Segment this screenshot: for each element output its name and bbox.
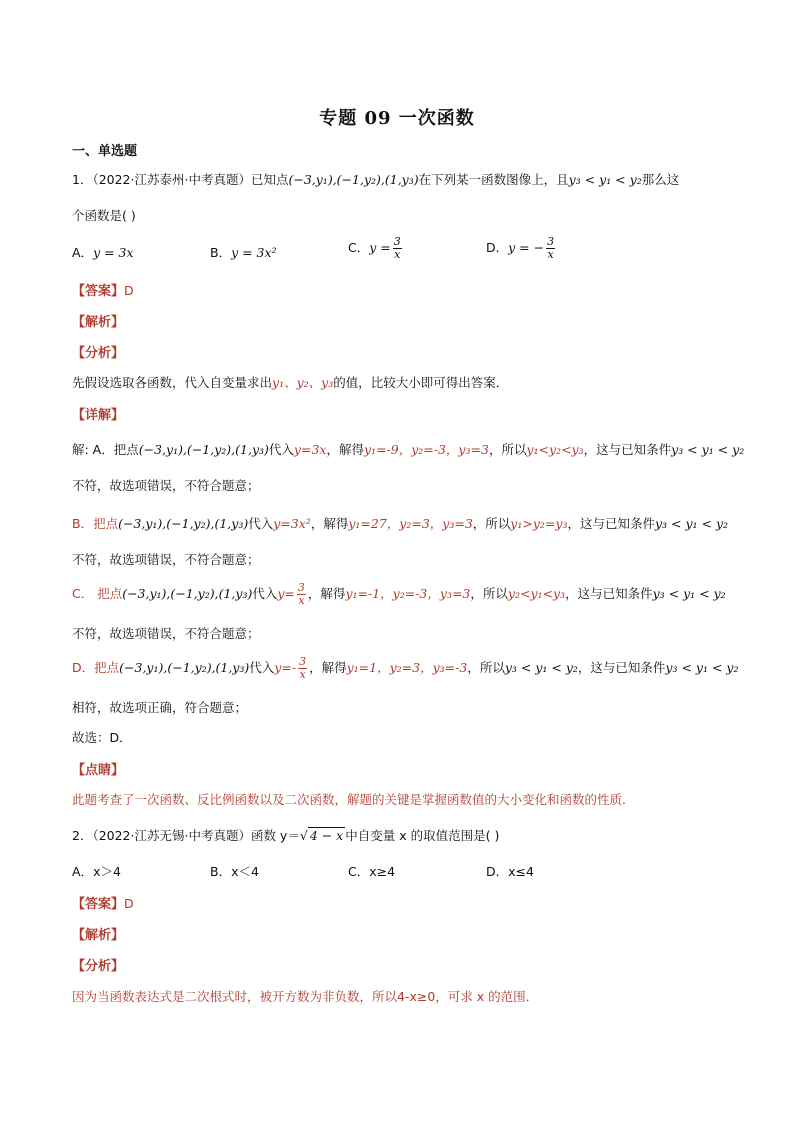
q1-fenxi-tag: 【分析】 <box>72 346 125 361</box>
q1-detail-a: 解: A．把点(−3,y₁),(−1,y₂),(1,y₃)代入y=3x，解得y₁=-9，y₂=-3，y₃=3，所以y₁<y₂<y₃，这与已知条件y₃ < y₁ < y₂ <box>72 442 745 457</box>
q1-detail-a-tail: 不符，故选项错误，不符合题意； <box>72 478 260 493</box>
q1-option-d: D．y = − $\frac{3}{x}$ <box>486 235 555 261</box>
q2-option-b: B．x＜4 <box>210 864 259 879</box>
q1-detail-b-tail: 不符，故选项错误，不符合题意； <box>72 552 260 567</box>
q1-fenxi-text: 先假设选取各函数，代入自变量求出y₁、y₂、y₃的值，比较大小即可得出答案． <box>72 375 509 390</box>
page-title: 专题 09 一次函数 <box>319 108 475 129</box>
q1-option-b: B．y = 3x² <box>210 245 277 260</box>
q1-stem-line2: 个函数是( ) <box>72 208 136 223</box>
q2-fenxi-text: 因为当函数表达式是二次根式时，被开方数为非负数，所以4-x≥0，可求 x 的范围． <box>72 989 539 1004</box>
q1-detail-b: B．把点(−3,y₁),(−1,y₂),(1,y₃)代入y=3x²，解得y₁=27，y₂=3，y₃=3，所以y₁>y₂=y₃，这与已知条件y₃ < y₁ < y₂ <box>72 516 729 531</box>
q2-answer: 【答案】D <box>72 896 134 912</box>
q1-condition: y₃ < y₁ < y₂ <box>568 172 642 187</box>
q1-choose: 故选：D． <box>72 730 132 745</box>
section-heading: 一、单选题 <box>72 144 138 159</box>
q1-points: (−3,y₁),(−1,y₂),(1,y₃) <box>288 172 419 187</box>
q2-option-c: C．x≥4 <box>348 864 396 879</box>
q1-dianjing-tag: 【点睛】 <box>72 763 125 778</box>
q1-detail-d-tail: 相符，故选项正确，符合题意； <box>72 700 248 715</box>
q2-fenxi-tag: 【分析】 <box>72 959 125 974</box>
q1-option-a: A．y = 3x <box>72 245 134 260</box>
q2-analysis-tag: 【解析】 <box>72 928 125 943</box>
q2-option-a: A．x＞4 <box>72 864 121 879</box>
q1-analysis-tag: 【解析】 <box>72 315 125 330</box>
q1-dianjing-text: 此题考查了一次函数、反比例函数以及二次函数，解题的关键是掌握函数值的大小变化和函数的性质． <box>72 792 635 807</box>
q1-detail-d: D．把点(−3,y₁),(−1,y₂),(1,y₃)代入y=- $\frac{3}{x}$ ，解得y₁=1，y₂=3，y₃=-3，所以y₃ < y₁ < y₂，这与已知条件y₃ < y₁ < y₂ <box>72 655 739 681</box>
q1-detail-c: C． 把点(−3,y₁),(−1,y₂),(1,y₃)代入y= $\frac{3}{x}$ ，解得y₁=-1，y₂=-3，y₃=3，所以y₂<y₁<y₃，这与已知条件y₃ < y₁ < y₂ <box>72 581 726 607</box>
q1-answer: 【答案】D <box>72 283 134 299</box>
q1-stem-line1: 1．（2022·江苏泰州·中考真题）已知点(−3,y₁),(−1,y₂),(1,y₃)在下列某一函数图像上，且y₃ < y₁ < y₂那么这 <box>72 172 680 187</box>
q1-detail-tag: 【详解】 <box>72 408 125 423</box>
q2-stem: 2．（2022·江苏无锡·中考真题）函数 y＝√ 4 − x 中自变量 x 的取值范围是( ) <box>72 828 500 843</box>
q1-detail-c-tail: 不符，故选项错误，不符合题意； <box>72 626 260 641</box>
q2-option-d: D．x≤4 <box>486 864 534 879</box>
q1-option-c: C．y = $\frac{3}{x}$ <box>348 235 401 261</box>
